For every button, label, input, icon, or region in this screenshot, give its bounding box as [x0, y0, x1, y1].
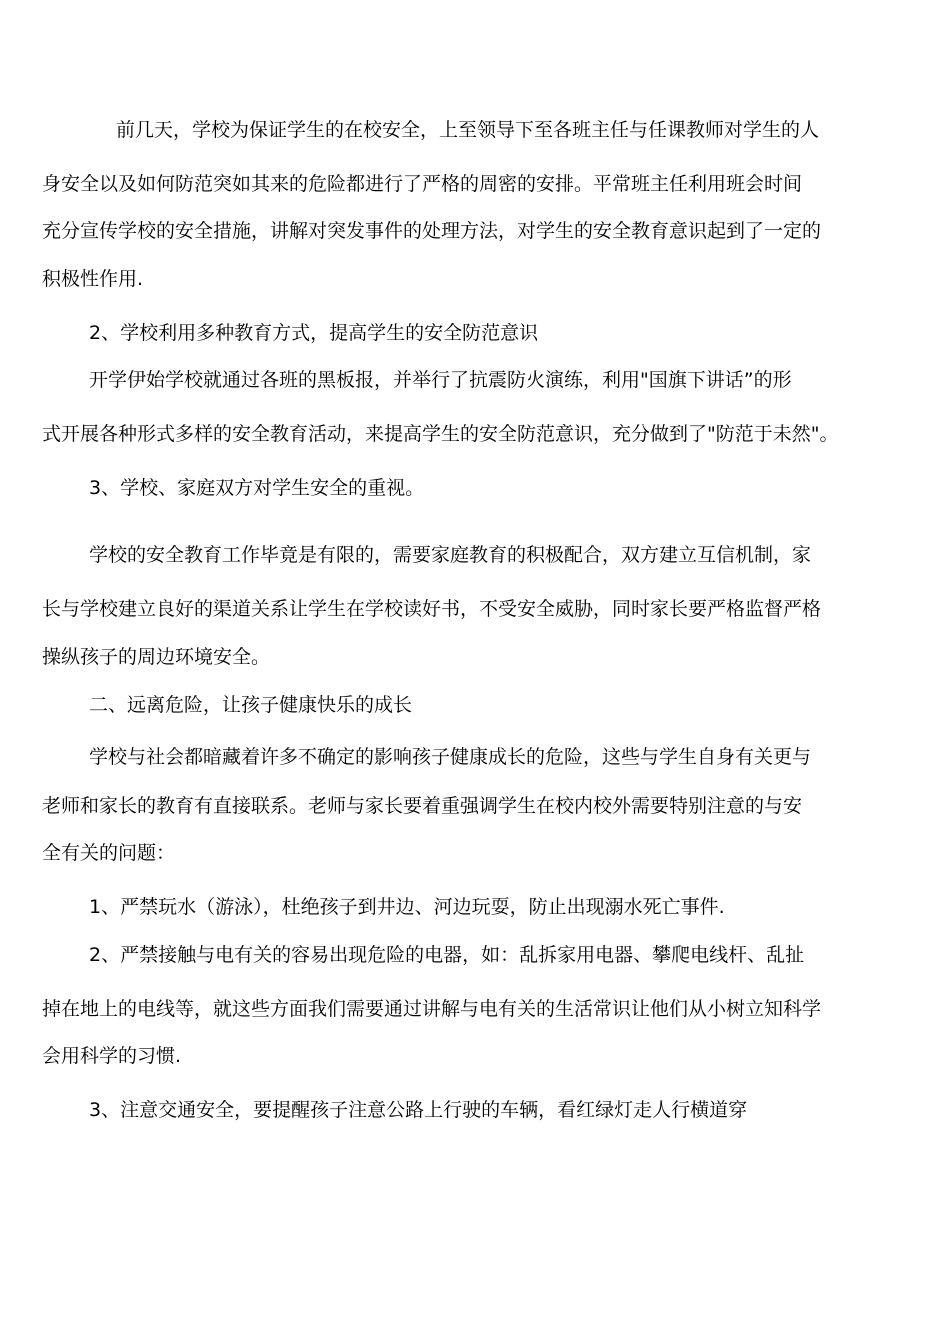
text-line: 式开展各种形式多样的安全教育活动，来提高学生的安全防范意识，充分做到了"防范于未然"。: [42, 423, 839, 445]
text-line: 充分宣传学校的安全措施，讲解对突发事件的处理方法，对学生的安全教育意识起到了一定的: [42, 220, 822, 242]
list-item: 3、注意交通安全，要提醒孩子注意公路上行驶的车辆，看红绿灯走人行横道穿: [89, 1099, 748, 1121]
text-line: 学校的安全教育工作毕竟是有限的，需要家庭教育的积极配合，双方建立互信机制，家: [89, 544, 812, 566]
list-item: 2、严禁接触与电有关的容易出现危险的电器，如：乱拆家用电器、攀爬电线杆、乱扯: [89, 944, 805, 966]
section-heading: 2、学校利用多种教育方式，提高学生的安全防范意识: [89, 322, 539, 344]
text-line: 操纵孩子的周边环境安全。: [42, 646, 271, 668]
text-line: 会用科学的习惯.: [42, 1045, 182, 1067]
text-line: 开学伊始学校就通过各班的黑板报，并举行了抗震防火演练，利用"国旗下讲话”的形: [89, 369, 792, 391]
text-line: 老师和家长的教育有直接联系。老师与家长要着重强调学生在校内校外需要特别注意的与安: [42, 795, 803, 817]
text-line: 前几天，学校为保证学生的在校安全，上至领导下至各班主任与任课教师对学生的人: [116, 119, 820, 141]
text-line: 长与学校建立良好的渠道关系让学生在学校读好书，不受安全威胁，同时家长要严格监督严格: [42, 598, 822, 620]
list-item: 1、严禁玩水（游泳），杜绝孩子到井边、河边玩耍，防止出现溺水死亡事件.: [89, 896, 725, 918]
text-line: 全有关的问题：: [42, 842, 176, 864]
section-heading: 3、学校、家庭双方对学生安全的重视。: [89, 477, 425, 499]
text-line: 积极性作用.: [42, 268, 144, 290]
text-line: 身安全以及如何防范突如其来的危险都进行了严格的周密的安排。平常班主任利用班会时间: [42, 173, 803, 195]
text-line: 掉在地上的电线等，就这些方面我们需要通过讲解与电有关的生活常识让他们从小树立知科学: [42, 998, 822, 1020]
section-heading: 二、远离危险，让孩子健康快乐的成长: [89, 694, 413, 716]
text-line: 学校与社会都暗藏着许多不确定的影响孩子健康成长的危险，这些与学生自身有关更与: [89, 746, 812, 768]
